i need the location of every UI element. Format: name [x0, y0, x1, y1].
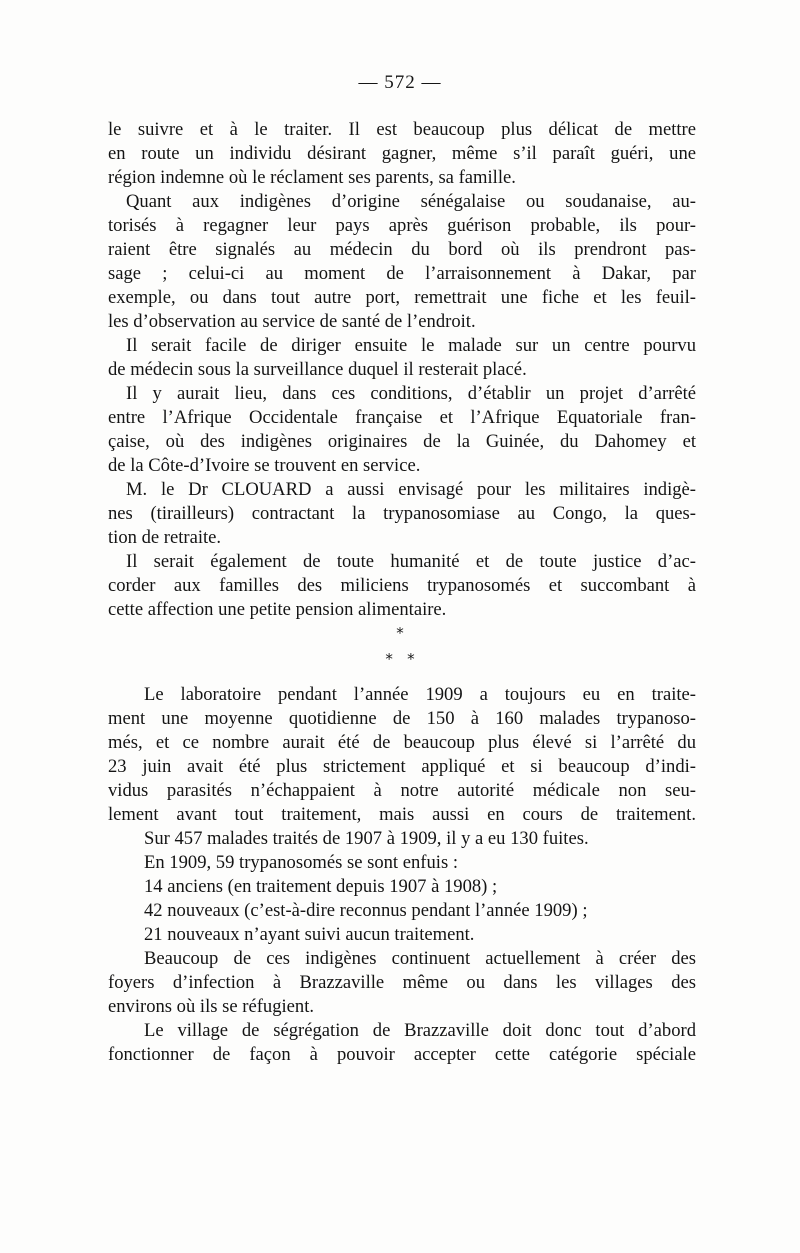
text-line: tion de retraite.	[108, 527, 222, 548]
page-number: — 572 —	[358, 72, 442, 93]
text-line: exemple, ou dans tout autre port, remettrait une fiche et les feuil-	[108, 287, 696, 308]
text-line: foyers d’infection à Brazzaville même ou dans les villages des	[108, 972, 696, 993]
text-line: en route un individu désirant gagner, même s’il paraît guéri, une	[108, 143, 696, 164]
text-line: Il serait également de toute humanité et de toute justice d’ac-	[126, 551, 696, 572]
text-line: 23 juin avait été plus strictement appliqué et si beaucoup d’indi-	[108, 756, 696, 777]
text-line: de médecin sous la surveillance duquel il resterait placé.	[108, 359, 527, 380]
text-line: corder aux familles des miliciens trypanosomés et succombant à	[108, 575, 696, 596]
text-line: En 1909, 59 trypanosomés se sont enfuis :	[144, 852, 458, 873]
text-line: environs où ils se réfugient.	[108, 996, 315, 1017]
text-line: Quant aux indigènes d’origine sénégalaise ou soudanaise, au-	[126, 191, 696, 212]
text-line: raient être signalés au médecin du bord où ils prendront pas-	[108, 239, 696, 260]
text-line: région indemne où le réclament ses parents, sa famille.	[108, 167, 516, 188]
text-line: Il serait facile de diriger ensuite le malade sur un centre pourvu	[126, 335, 696, 356]
text-line: le suivre et à le traiter. Il est beaucoup plus délicat de mettre	[108, 119, 696, 140]
text-line: Il y aurait lieu, dans ces conditions, d’établir un projet d’arrêté	[126, 383, 696, 404]
text-line: cette affection une petite pension alimentaire.	[108, 599, 447, 620]
text-line: 42 nouveaux (c’est-à-dire reconnus pendant l’année 1909) ;	[144, 900, 588, 921]
text-line: ment une moyenne quotidienne de 150 à 160 malades trypanoso-	[108, 708, 696, 729]
text-line: nes (tirailleurs) contractant la trypanosomiase au Congo, la ques-	[108, 503, 696, 524]
text-line: Sur 457 malades traités de 1907 à 1909, il y a eu 130 fuites.	[144, 828, 589, 849]
text-line: Le village de ségrégation de Brazzaville doit donc tout d’abord	[144, 1020, 696, 1041]
text-line: més, et ce nombre aurait été de beaucoup plus élevé si l’arrêté du	[108, 732, 696, 753]
text-line: 21 nouveaux n’ayant suivi aucun traitement.	[144, 924, 475, 945]
text-line: les d’observation au service de santé de l’endroit.	[108, 311, 476, 332]
text-line: M. le Dr CLOUARD a aussi envisagé pour les militaires indigè-	[126, 479, 696, 500]
section-separator-bottom: * *	[385, 650, 415, 668]
text-line: sage ; celui-ci au moment de l’arraisonnement à Dakar, par	[108, 263, 696, 284]
text-line: entre l’Afrique Occidentale française et l’Afrique Equatoriale fran-	[108, 407, 696, 428]
text-line: torisés à regagner leur pays après guérison probable, ils pour-	[108, 215, 696, 236]
text-line: de la Côte-d’Ivoire se trouvent en service.	[108, 455, 421, 476]
section-separator-top: *	[396, 624, 404, 642]
text-line: lement avant tout traitement, mais aussi en cours de traitement.	[108, 804, 696, 825]
text-line: Beaucoup de ces indigènes continuent actuellement à créer des	[144, 948, 696, 969]
text-line: fonctionner de façon à pouvoir accepter cette catégorie spéciale	[108, 1044, 696, 1065]
text-line: Le laboratoire pendant l’année 1909 a toujours eu en traite-	[144, 684, 696, 705]
text-line: çaise, où des indigènes originaires de la Guinée, du Dahomey et	[108, 431, 696, 452]
text-line: 14 anciens (en traitement depuis 1907 à 1908) ;	[144, 876, 498, 897]
text-line: vidus parasités n’échappaient à notre autorité médicale non seu-	[108, 780, 696, 801]
